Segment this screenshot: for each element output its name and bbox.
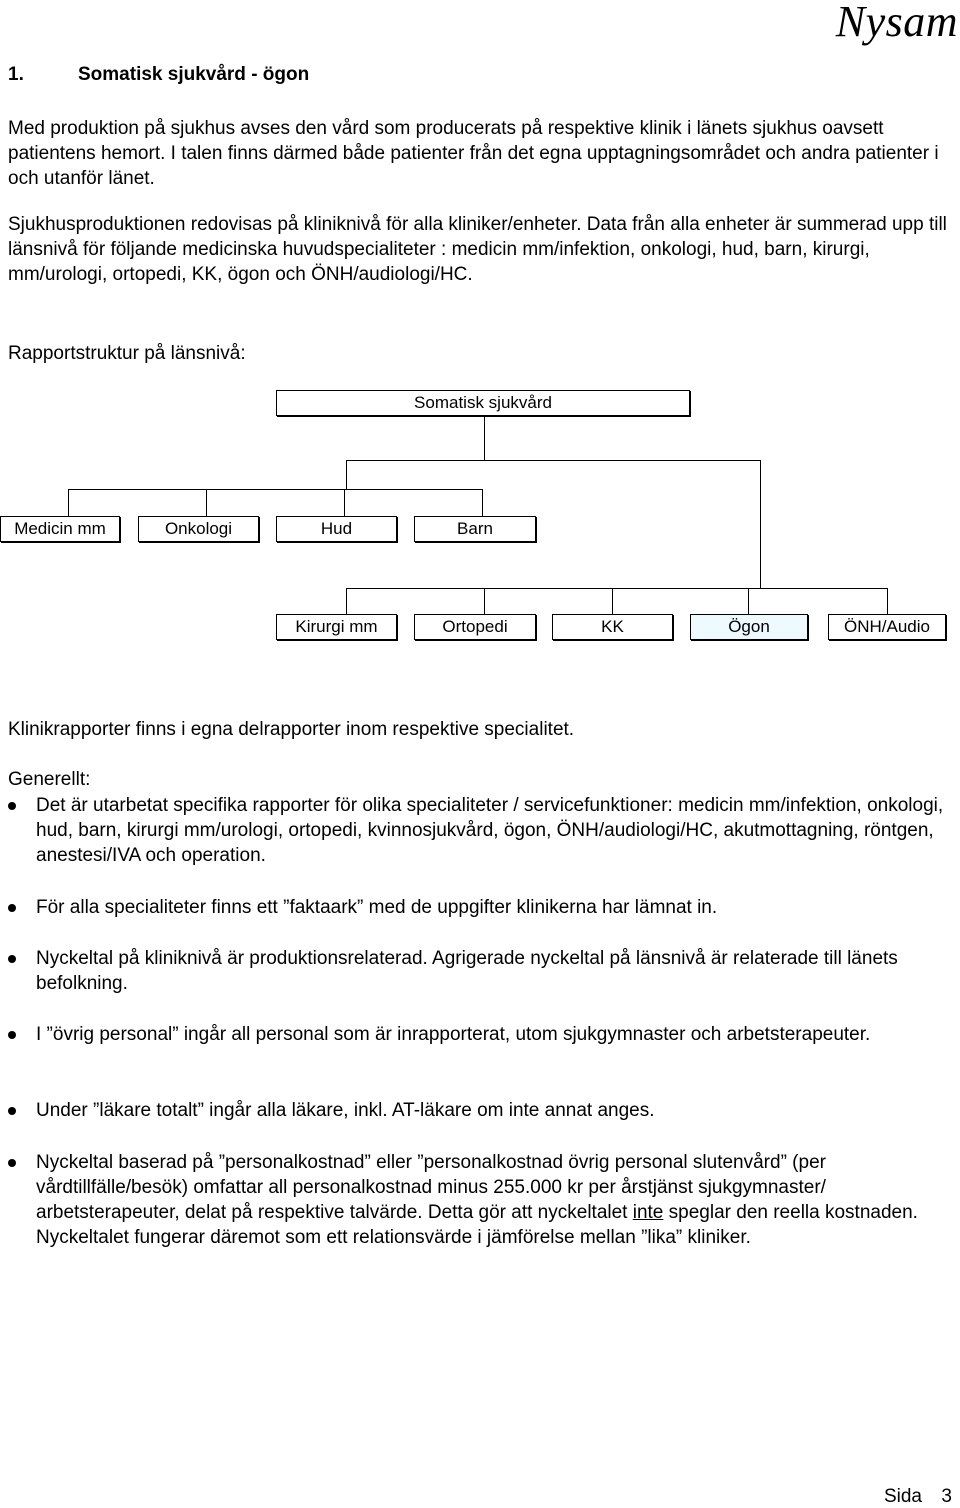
bullet-text: Nyckeltal på kliniknivå är produktionsrelaterad. Agrigerade nyckeltal på länsnivå är relaterade till länets befolkning. — [36, 948, 898, 994]
connector-line — [482, 489, 483, 517]
org-box-barn: Barn — [414, 516, 536, 542]
connector-line — [612, 588, 613, 615]
org-box-kirurgi: Kirurgi mm — [276, 614, 397, 640]
clinic-reports-paragraph: Klinikrapporter finns i egna delrapporter inom respektive specialitet. — [8, 719, 575, 740]
bullet-icon — [8, 1031, 16, 1039]
connector-line — [484, 415, 485, 461]
org-box-root: Somatisk sjukvård — [276, 390, 690, 416]
org-chart — [0, 385, 960, 655]
connector-line — [344, 489, 345, 517]
connector-line — [68, 489, 69, 517]
bullet-item — [36, 1150, 960, 1250]
general-label: Generellt: — [8, 769, 91, 790]
bullet-item — [36, 793, 960, 868]
connector-line — [68, 489, 483, 490]
connector-line — [484, 588, 485, 615]
org-box-kk: KK — [552, 614, 673, 640]
bullet-icon — [8, 1107, 16, 1115]
section-heading — [8, 64, 309, 86]
intro-paragraph: Med produktion på sjukhus avses den vård som producerats på respektive klinik i länets sjukhus oavsett patientens hemort. I talen finns därmed både patienter från det egna upptagningsområdet och andra patienter i och utanför länet. — [8, 118, 939, 189]
connector-line — [206, 489, 207, 517]
bullet-text: Det är utarbetat specifika rapporter för olika specialiteter / servicefunktioner: medicin mm/infektion, onkologi, hud, barn, kirurgi mm/urologi, ortopedi, kvinnosjukvård, ögon, ÖNH/audiologi/HC, akutmottagning, röntgen, anestesi/IVA och operation. — [36, 795, 944, 866]
bullet-text: För alla specialiteter finns ett ”faktaark” med de uppgifter klinikerna har lämnat in. — [36, 897, 718, 918]
connector-line — [760, 460, 761, 589]
bullet-icon — [8, 904, 16, 912]
bullet-text — [36, 1152, 918, 1248]
report-structure-label: Rapportstruktur på länsnivå: — [8, 343, 246, 364]
org-box-ogon: Ögon — [690, 614, 808, 640]
org-box-hud: Hud — [276, 516, 397, 542]
bullet-item — [36, 1022, 960, 1047]
page-label: Sida — [883, 1486, 922, 1507]
bullet-text-part: speglar den reella kostnaden. Nyckeltalet fungerar däremot som ett relationsvärde i jämförelse mellan ”lika” kliniker. — [36, 1202, 918, 1248]
bullet-icon — [8, 802, 16, 810]
production-paragraph: Sjukhusproduktionen redovisas på kliniknivå för alla kliniker/enheter. Data från alla enheter är summerad upp till länsnivå för följande medicinska huvudspecialiteter : medicin mm/infektion, onkologi, hud, barn, kirurgi, mm/urologi, ortopedi, KK, ögon och ÖNH/audiologi/HC. — [8, 214, 947, 285]
section-number: 1. — [8, 64, 24, 85]
org-box-onh: ÖNH/Audio — [828, 614, 946, 640]
page-number: 3 — [941, 1486, 952, 1507]
org-box-medicin: Medicin mm — [0, 516, 120, 542]
connector-line — [346, 460, 761, 461]
bullet-text: Under ”läkare totalt” ingår alla läkare, inkl. AT-läkare om inte annat anges. — [36, 1100, 655, 1121]
bullet-item — [36, 1098, 960, 1123]
brand-title: Nysam — [835, 0, 958, 46]
connector-line — [346, 460, 347, 490]
bullet-item — [36, 946, 960, 996]
bullet-icon — [8, 955, 16, 963]
bullet-item — [36, 895, 960, 920]
page-footer — [884, 1486, 952, 1508]
underlined-word: inte — [632, 1202, 664, 1223]
bullet-text-part: Nyckeltal baserad på ”personalkostnad” eller ”personalkostnad övrig personal slutenvård” (per vårdtillfälle/besök) omfattar all personalkostnad minus 255.000 kr per årstjänst sjukgymnaster/ arbetsterapeuter, delat på respektive talvärde. Detta gör att nyckeltalet — [36, 1152, 826, 1223]
connector-line — [346, 588, 888, 589]
bullet-icon — [8, 1159, 16, 1167]
org-box-ortopedi: Ortopedi — [414, 614, 536, 640]
connector-line — [748, 588, 749, 615]
connector-line — [346, 588, 347, 615]
org-box-onkologi: Onkologi — [138, 516, 259, 542]
section-title: Somatisk sjukvård - ögon — [78, 64, 310, 85]
connector-line — [887, 588, 888, 615]
bullet-text: I ”övrig personal” ingår all personal som är inrapporterat, utom sjukgymnaster och arbetsterapeuter. — [36, 1024, 871, 1045]
